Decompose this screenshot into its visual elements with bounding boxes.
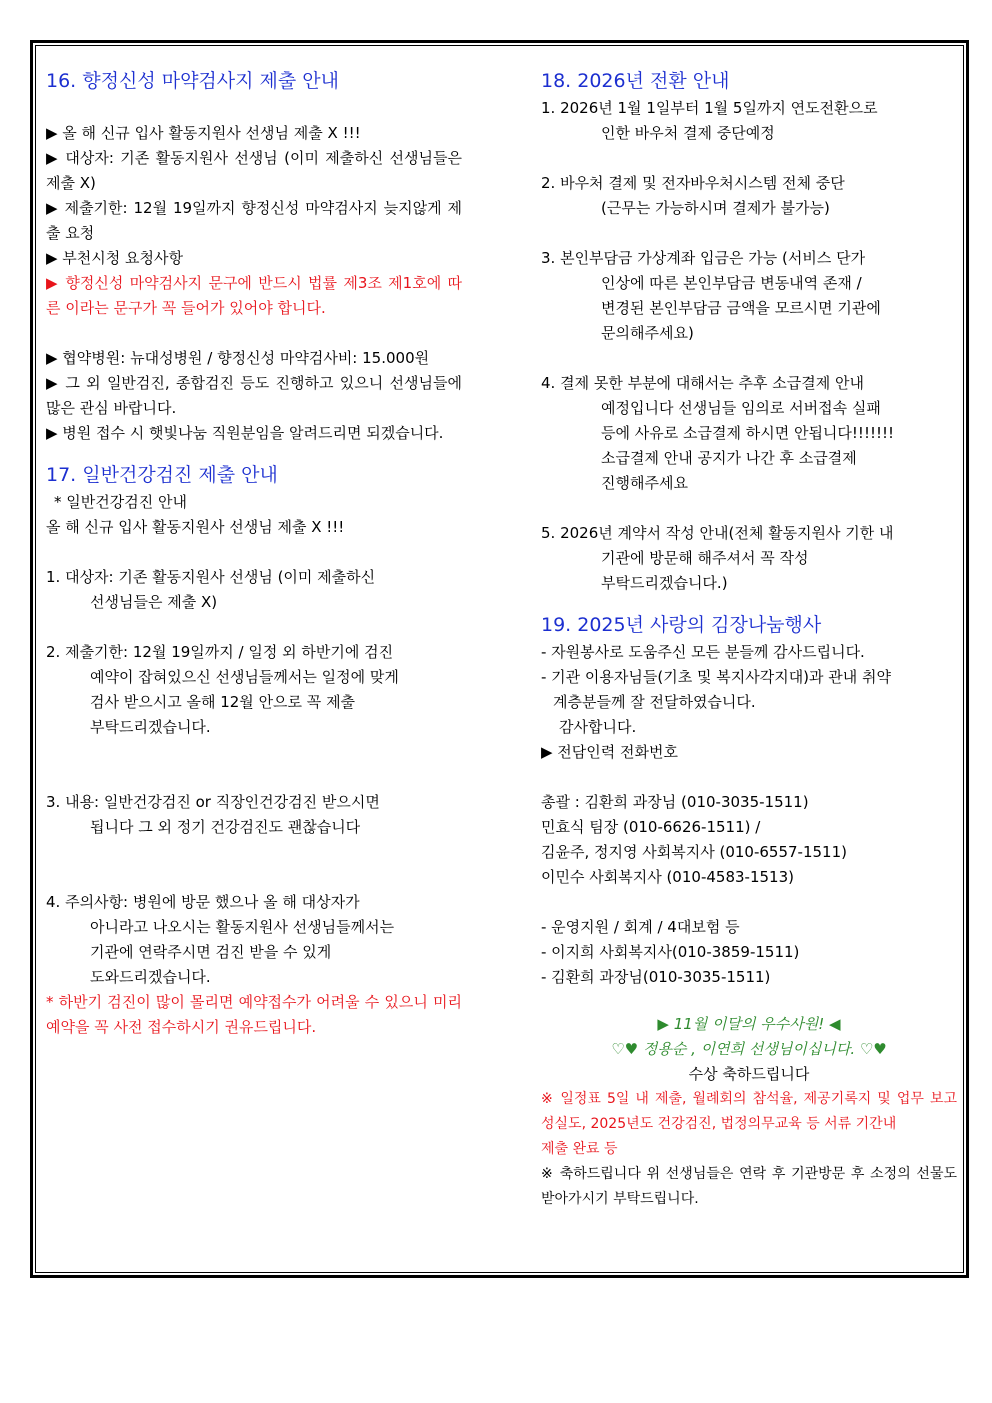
- s18-p5: 부탁드리겠습니다.): [601, 574, 728, 592]
- section-17-title: 17. 일반건강검진 제출 안내: [46, 464, 278, 486]
- award-congrats: 수상 축하드립니다: [688, 1065, 810, 1083]
- s18-p4: 소급결제 안내 공지가 나간 후 소급결제: [601, 449, 857, 467]
- s16-item: ▶ 올 해 신규 입사 활동지원사 선생님 제출 X !!!: [46, 124, 361, 142]
- contact-line: - 김환희 과장님(010-3035-1511): [541, 968, 771, 986]
- s19-line: 계층분들께 잘 전달하였습니다.: [553, 693, 756, 711]
- s18-p3: 3. 본인부담금 가상계좌 입금은 가능 (서비스 단가: [541, 249, 866, 267]
- award-title: ▶ 11월 이달의 우수사원! ◀: [657, 1015, 841, 1033]
- s18-p3: 변경된 본인부담금 금액을 모르시면 기관에: [601, 299, 881, 317]
- s18-p1: 1. 2026년 1월 1일부터 1월 5일까지 연도전환으로: [541, 99, 878, 117]
- award-criteria: ※ 일정표 5일 내 제출, 월례회의 참석율, 제공기록지 및 업무 보고 성실도, 2025년도 건강검진, 법정의무교육 등 서류 기간내: [541, 1091, 957, 1132]
- contact-line: 총괄 : 김환희 과장님 (010-3035-1511): [541, 793, 809, 811]
- s18-p5: 5. 2026년 계약서 작성 안내(전체 활동지원사 기한 내: [541, 524, 894, 542]
- s16-item: ▶ 협약병원: 뉴대성병원 / 향정신성 마약검사비: 15.000원: [46, 349, 430, 367]
- s18-p2: 2. 바우처 결제 및 전자바우처시스템 전체 중단: [541, 174, 845, 192]
- s17-p2: 2. 제출기한: 12월 19일까지 / 일정 외 하반기에 검진: [46, 643, 394, 661]
- contact-line: 민효식 팀장 (010-6626-1511) /: [541, 818, 761, 836]
- contact-line: - 운영지원 / 회계 / 4대보험 등: [541, 918, 740, 936]
- contact-line: 이민수 사회복지사 (010-4583-1513): [541, 868, 794, 886]
- award-note: ※ 축하드립니다 위 선생님들은 연락 후 기관방문 후 소정의 선물도 받아가시기 부탁드립니다.: [541, 1166, 957, 1207]
- left-column: [46, 66, 462, 1040]
- s16-item-warning: ▶ 향정신성 마약검사지 문구에 반드시 법률 제3조 제1호에 따른 이라는 문구가 꼭 들어가 있어야 합니다.: [46, 274, 462, 317]
- s17-p4: 도와드리겠습니다.: [90, 968, 211, 986]
- s17-p4: 기관에 연락주시면 검진 받을 수 있게: [90, 943, 332, 961]
- s17-sub: * 일반건강검진 안내: [54, 493, 187, 511]
- s18-p5: 기관에 방문해 해주셔서 꼭 작성: [601, 549, 809, 567]
- contact-line: - 이지희 사회복지사(010-3859-1511): [541, 943, 800, 961]
- s18-p4: 4. 결제 못한 부분에 대해서는 추후 소급결제 안내: [541, 374, 864, 392]
- s16-item: ▶ 그 외 일반검진, 종합검진 등도 진행하고 있으니 선생님들에 많은 관심 바랍니다.: [46, 374, 462, 417]
- s18-p4: 예정입니다 선생님들 임의로 서버접속 실패: [601, 399, 881, 417]
- s17-p4: 아니라고 나오시는 활동지원사 선생님들께서는: [90, 918, 395, 936]
- s16-item: ▶ 제출기한: 12월 19일까지 향정신성 마약검사지 늦지않게 제출 요청: [46, 199, 462, 242]
- s16-item: ▶ 부천시청 요청사항: [46, 249, 183, 267]
- section-16-title: 16. 향정신성 마약검사지 제출 안내: [46, 70, 339, 92]
- s17-p2: 예약이 잡혀있으신 선생님들께서는 일정에 맞게: [90, 668, 399, 686]
- s16-item: ▶ 병원 접수 시 햇빛나눔 직원분임을 알려드리면 되겠습니다.: [46, 424, 444, 442]
- s18-p3: 인상에 따른 본인부담금 변동내역 존재 /: [601, 274, 862, 292]
- s17-p4: 4. 주의사항: 병원에 방문 했으나 올 해 대상자가: [46, 893, 360, 911]
- s17-p3: 됩니다 그 외 정기 건강검진도 괜찮습니다: [90, 818, 361, 836]
- s17-sub: 올 해 신규 입사 활동지원사 선생님 제출 X !!!: [46, 518, 345, 536]
- s18-p3: 문의해주세요): [601, 324, 694, 342]
- s19-line: - 자원봉사로 도움주신 모든 분들께 감사드립니다.: [541, 643, 865, 661]
- section-19-title: 19. 2025년 사랑의 김장나눔행사: [541, 614, 822, 636]
- s18-p4: 등에 사유로 소급결제 하시면 안됩니다!!!!!!!: [601, 424, 895, 442]
- s17-p1: 선생님들은 제출 X): [90, 593, 218, 611]
- s18-p2: (근무는 가능하시며 결제가 불가능): [601, 199, 830, 217]
- s17-p1: 1. 대상자: 기존 활동지원사 선생님 (이미 제출하신: [46, 568, 376, 586]
- s17-p3: 3. 내용: 일반건강검진 or 직장인건강검진 받으시면: [46, 793, 380, 811]
- award-names: ♡♥ 정용순 , 이연희 선생님이십니다. ♡♥: [611, 1040, 887, 1058]
- s18-p4: 진행해주세요: [601, 474, 688, 492]
- s16-item: ▶ 대상자: 기존 활동지원사 선생님 (이미 제출하신 선생님들은 제출 X): [46, 149, 462, 192]
- s17-p2: 부탁드리겠습니다.: [90, 718, 211, 736]
- s18-p1: 인한 바우처 결제 중단예정: [601, 124, 775, 142]
- s19-line: 감사합니다.: [559, 718, 637, 736]
- s17-warning: * 하반기 검진이 많이 몰리면 예약접수가 어려울 수 있으니 미리 예약을 꼭 사전 접수하시기 권유드립니다.: [46, 993, 462, 1036]
- s19-line: ▶ 전담인력 전화번호: [541, 743, 678, 761]
- right-column: [541, 66, 957, 1212]
- section-18-title: 18. 2026년 전환 안내: [541, 70, 730, 92]
- award-criteria-end: 제출 완료 등: [541, 1141, 618, 1157]
- s17-p2: 검사 받으시고 올해 12월 안으로 꼭 제출: [90, 693, 356, 711]
- contact-line: 김윤주, 정지영 사회복지사 (010-6557-1511): [541, 843, 847, 861]
- s19-line: - 기관 이용자님들(기초 및 복지사각지대)과 관내 취약: [541, 668, 892, 686]
